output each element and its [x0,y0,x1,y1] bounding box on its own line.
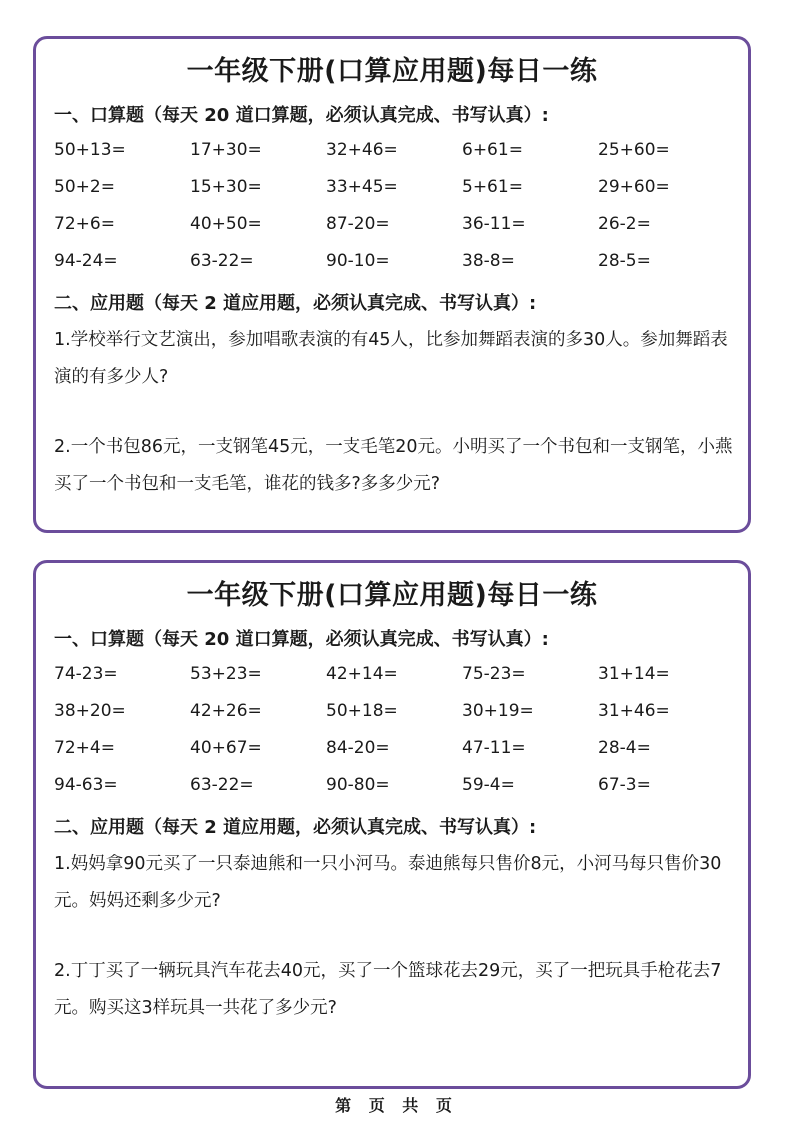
oral-problem: 87-20= [326,214,390,234]
oral-problem: 84-20= [326,738,390,758]
oral-problem: 15+30= [190,177,262,197]
oral-problem: 94-24= [54,251,118,271]
oral-problem: 17+30= [190,140,262,160]
section-oral-heading: 一、口算题（每天 20 道口算题，必须认真完成、书写认真）: [54,105,549,126]
oral-problem: 33+45= [326,177,398,197]
worksheet-title: 一年级下册(口算应用题)每日一练 [186,580,598,611]
oral-problem: 72+4= [54,738,115,758]
oral-problem-grid [54,137,734,285]
problem-row [54,698,734,735]
worksheet-card-2 [33,560,751,1089]
oral-problem: 63-22= [190,775,254,795]
oral-problem: 40+67= [190,738,262,758]
oral-problem: 67-3= [598,775,651,795]
section-word-heading: 二、应用题（每天 2 道应用题，必须认真完成、书写认真）: [54,293,537,314]
oral-problem: 5+61= [462,177,523,197]
oral-problem: 30+19= [462,701,534,721]
oral-problem: 38+20= [54,701,126,721]
oral-problem: 50+13= [54,140,126,160]
oral-problem: 28-4= [598,738,651,758]
oral-problem: 42+14= [326,664,398,684]
oral-problem: 40+50= [190,214,262,234]
oral-problem: 63-22= [190,251,254,271]
oral-problem: 31+46= [598,701,670,721]
oral-problem: 50+18= [326,701,398,721]
oral-problem: 47-11= [462,738,526,758]
problem-row [54,248,734,285]
problem-row [54,174,734,211]
problem-row [54,772,734,809]
oral-problem: 28-5= [598,251,651,271]
page-footer: 第 页 共 页 [335,1096,458,1115]
word-problem-1: 1.妈妈拿90元买了一只泰迪熊和一只小河马。泰迪熊每只售价8元，小河马每只售价30元。妈妈还剩多少元? [54,854,722,911]
oral-problem: 50+2= [54,177,115,197]
oral-problem: 42+26= [190,701,262,721]
oral-problem: 36-11= [462,214,526,234]
problem-row [54,137,734,174]
oral-problem: 29+60= [598,177,670,197]
oral-problem-grid [54,661,734,809]
oral-problem: 25+60= [598,140,670,160]
oral-problem: 74-23= [54,664,118,684]
oral-problem: 6+61= [462,140,523,160]
oral-problem: 75-23= [462,664,526,684]
worksheet-title: 一年级下册(口算应用题)每日一练 [186,56,598,87]
oral-problem: 59-4= [462,775,515,795]
worksheet-card-1 [33,36,751,533]
oral-problem: 31+14= [598,664,670,684]
oral-problem: 94-63= [54,775,118,795]
problem-row [54,211,734,248]
oral-problem: 72+6= [54,214,115,234]
oral-problem: 38-8= [462,251,515,271]
problem-row [54,661,734,698]
oral-problem: 90-80= [326,775,390,795]
oral-problem: 26-2= [598,214,651,234]
oral-problem: 53+23= [190,664,262,684]
word-problem-1: 1.学校举行文艺演出，参加唱歌表演的有45人，比参加舞蹈表演的多30人。参加舞蹈表演的有多少人? [54,330,728,387]
oral-problem: 32+46= [326,140,398,160]
problem-row [54,735,734,772]
word-problem-2: 2.丁丁买了一辆玩具汽车花去40元，买了一个篮球花去29元，买了一把玩具手枪花去7元。购买这3样玩具一共花了多少元? [54,961,722,1018]
oral-problem: 90-10= [326,251,390,271]
section-oral-heading: 一、口算题（每天 20 道口算题，必须认真完成、书写认真）: [54,629,549,650]
word-problem-2: 2.一个书包86元，一支钢笔45元，一支毛笔20元。小明买了一个书包和一支钢笔，小燕买了一个书包和一支毛笔，谁花的钱多?多多少元? [54,437,733,494]
section-word-heading: 二、应用题（每天 2 道应用题，必须认真完成、书写认真）: [54,817,537,838]
